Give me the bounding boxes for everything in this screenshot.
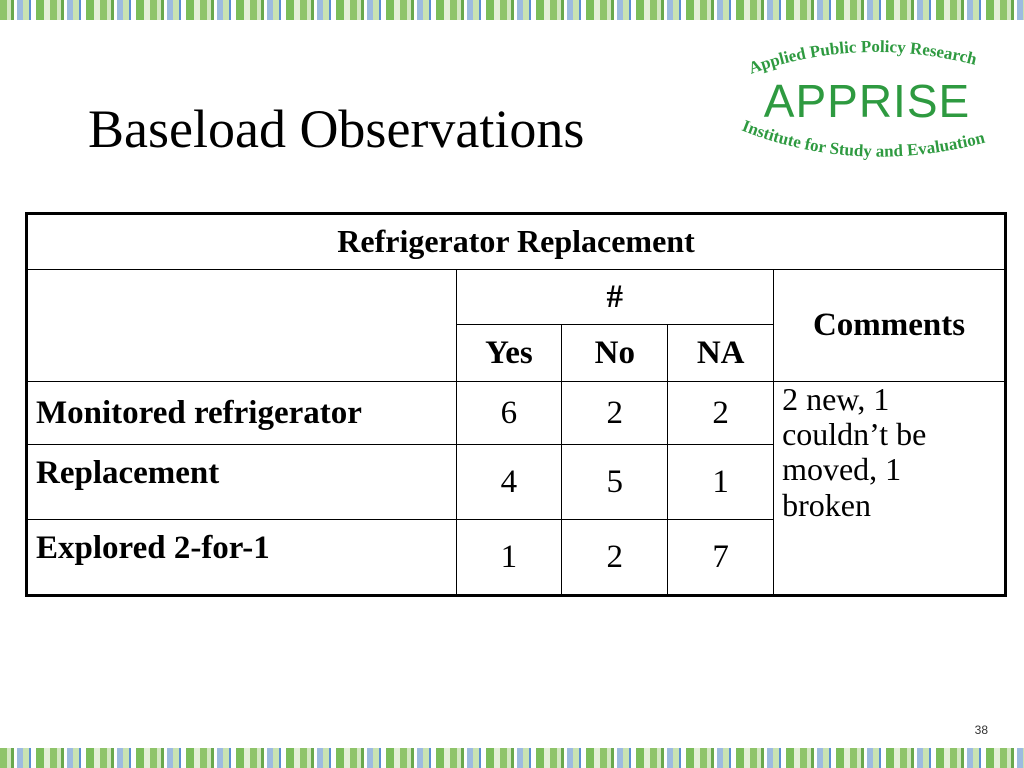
na-header: NA (668, 325, 774, 382)
yes-value: 4 (456, 445, 562, 520)
comment-line: couldn’t be (782, 416, 927, 453)
no-header: No (562, 325, 668, 382)
yes-value: 1 (456, 520, 562, 596)
no-value: 2 (562, 382, 668, 445)
comments-header: Comments (774, 270, 1006, 382)
refrigerator-replacement-table (25, 212, 1007, 597)
row-label: Replacement (27, 445, 457, 520)
yes-value: 6 (456, 382, 562, 445)
na-value: 1 (668, 445, 774, 520)
bottom-decorative-border (0, 748, 1024, 768)
logo-bottom-text: Institute for Study and Evaluation (739, 116, 987, 161)
table-title-row (27, 214, 1006, 270)
na-value: 7 (668, 520, 774, 596)
logo-name: APPRISE (763, 75, 971, 127)
table-title: Refrigerator Replacement (27, 214, 1006, 270)
slide-number: 38 (974, 723, 988, 737)
slide-title: Baseload Observations (88, 99, 585, 159)
no-value: 2 (562, 520, 668, 596)
no-value: 5 (562, 445, 668, 520)
svg-text:Applied Public Policy Research (746, 37, 979, 78)
comment-line: moved, 1 (782, 451, 902, 488)
comments-cell (774, 382, 1006, 596)
na-value: 2 (668, 382, 774, 445)
comment-line: broken (782, 486, 871, 523)
comment-line: 2 new, 1 (782, 381, 890, 417)
yes-header: Yes (456, 325, 562, 382)
row-label: Monitored refrigerator (27, 382, 457, 445)
apprise-logo (726, 32, 1016, 182)
row-label: Explored 2-for-1 (27, 520, 457, 596)
table-row (27, 382, 1006, 445)
count-group-header: # (456, 270, 774, 325)
logo-top-text: Applied Public Policy Research (746, 36, 979, 78)
top-decorative-border (0, 0, 1024, 20)
header-row-1 (27, 270, 1006, 325)
blank-corner-cell (27, 270, 457, 382)
